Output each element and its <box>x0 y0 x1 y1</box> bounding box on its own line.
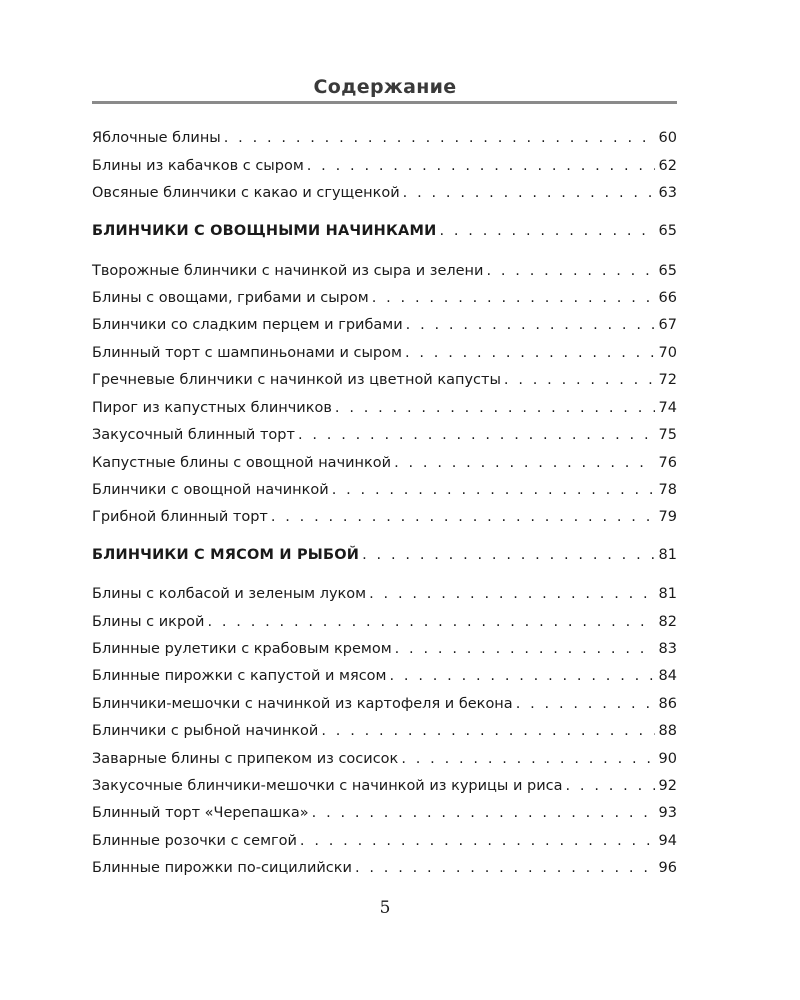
toc-entry-page: 66 <box>658 290 677 306</box>
toc-entry[interactable] <box>92 776 677 796</box>
toc-entry-page: 81 <box>658 547 677 563</box>
toc-entry[interactable] <box>92 370 677 390</box>
dot-leader <box>271 507 655 527</box>
toc-entry-label: Блинчики с рыбной начинкой <box>92 723 319 739</box>
toc-entry-label: Блины из кабачков с сыром <box>92 158 304 174</box>
dot-leader <box>307 156 655 176</box>
toc-entry[interactable] <box>92 694 677 714</box>
toc-entry[interactable] <box>92 507 677 527</box>
toc-entry-page: 72 <box>658 372 677 388</box>
toc-entry[interactable] <box>92 666 677 686</box>
toc-entry-label: Заварные блины с припеком из сосисок <box>92 751 399 767</box>
dot-leader <box>516 694 655 714</box>
toc-entry-page: 76 <box>658 455 677 471</box>
toc-entry-label: Пирог из капустных блинчиков <box>92 400 332 416</box>
toc-entry-label: Блинный торт «Черепашка» <box>92 805 309 821</box>
toc-entry-label: Закусочные блинчики-мешочки с начинкой из курицы и риса <box>92 778 563 794</box>
toc-entry-page: 63 <box>658 185 677 201</box>
toc-entry[interactable] <box>92 261 677 281</box>
dot-leader <box>224 128 655 148</box>
dot-leader <box>406 315 655 335</box>
toc-entry-label: Овсяные блинчики с какао и сгущенкой <box>92 185 400 201</box>
toc-entry[interactable] <box>92 639 677 659</box>
toc-entry-label: Яблочные блины <box>92 130 221 146</box>
toc-entry-label: Блины с икрой <box>92 614 205 630</box>
toc-entry[interactable] <box>92 156 677 176</box>
dot-leader <box>332 480 655 500</box>
toc-entry-page: 81 <box>658 586 677 602</box>
toc-section-label: БЛИНЧИКИ С ОВОЩНЫМИ НАЧИНКАМИ <box>92 223 437 239</box>
toc-entry[interactable] <box>92 721 677 741</box>
toc-entry-label: Творожные блинчики с начинкой из сыра и зелени <box>92 263 484 279</box>
dot-leader <box>403 183 655 203</box>
dot-leader <box>395 639 655 659</box>
toc-entry-page: 94 <box>658 833 677 849</box>
toc-section-heading[interactable] <box>92 545 677 565</box>
toc-entry-page: 60 <box>658 130 677 146</box>
dot-leader <box>394 453 654 473</box>
dot-leader <box>504 370 655 390</box>
toc-entry-page: 86 <box>658 696 677 712</box>
toc-entry-label: Блинчики со сладким перцем и грибами <box>92 317 403 333</box>
dot-leader <box>566 776 655 796</box>
toc-entry-label: Блинный торт с шампиньонами и сыром <box>92 345 402 361</box>
toc-section-heading[interactable] <box>92 221 677 241</box>
dot-leader <box>300 831 655 851</box>
toc-entry-label: Блины с колбасой и зеленым луком <box>92 586 367 602</box>
dot-leader <box>369 584 654 604</box>
toc-entry-page: 96 <box>658 860 677 876</box>
dot-leader <box>372 288 655 308</box>
toc-entry[interactable] <box>92 288 677 308</box>
dot-leader <box>401 749 654 769</box>
toc-entry-page: 82 <box>658 614 677 630</box>
toc-entry[interactable] <box>92 584 677 604</box>
toc-entry-page: 75 <box>658 427 677 443</box>
toc-entry[interactable] <box>92 480 677 500</box>
toc-entry-page: 74 <box>658 400 677 416</box>
toc-entry-label: Грибной блинный торт <box>92 509 268 525</box>
toc-entry[interactable] <box>92 425 677 445</box>
dot-leader <box>321 721 654 741</box>
toc-section-label: БЛИНЧИКИ С МЯСОМ И РЫБОЙ <box>92 547 360 563</box>
toc-entry[interactable] <box>92 749 677 769</box>
toc-entry-label: Гречневые блинчики с начинкой из цветной капусты <box>92 372 501 388</box>
page-number: 5 <box>379 898 391 918</box>
toc-entry[interactable] <box>92 343 677 363</box>
dot-leader <box>298 425 655 445</box>
toc-entry-label: Блины с овощами, грибами и сыром <box>92 290 369 306</box>
toc-entry[interactable] <box>92 453 677 473</box>
toc-entry[interactable] <box>92 803 677 823</box>
toc-entry-label: Блинные рулетики с крабовым кремом <box>92 641 392 657</box>
toc-entry[interactable] <box>92 183 677 203</box>
toc-entry-label: Блинные пирожки с капустой и мясом <box>92 668 387 684</box>
table-of-contents <box>92 0 677 1000</box>
toc-entry[interactable] <box>92 315 677 335</box>
toc-entry-label: Блинчики-мешочки с начинкой из картофеля и бекона <box>92 696 513 712</box>
toc-entry-label: Закусочный блинный торт <box>92 427 295 443</box>
toc-entry[interactable] <box>92 858 677 878</box>
dot-leader <box>207 612 654 632</box>
toc-entry-page: 90 <box>658 751 677 767</box>
dot-leader <box>486 261 654 281</box>
toc-entry-page: 92 <box>658 778 677 794</box>
dot-leader <box>312 803 655 823</box>
dot-leader <box>405 343 655 363</box>
page-title: Содержание <box>313 76 457 98</box>
toc-entry-page: 79 <box>658 509 677 525</box>
toc-entry-label: Блинчики с овощной начинкой <box>92 482 329 498</box>
toc-entry-page: 88 <box>658 723 677 739</box>
toc-entry-page: 83 <box>658 641 677 657</box>
toc-entry-page: 70 <box>658 345 677 361</box>
toc-entry-page: 78 <box>658 482 677 498</box>
toc-entry[interactable] <box>92 398 677 418</box>
toc-entry-page: 93 <box>658 805 677 821</box>
toc-entry-page: 65 <box>658 263 677 279</box>
toc-entry[interactable] <box>92 612 677 632</box>
toc-entry-page: 62 <box>658 158 677 174</box>
dot-leader <box>335 398 655 418</box>
dot-leader <box>390 666 655 686</box>
toc-entry-page: 67 <box>658 317 677 333</box>
dot-leader <box>362 545 654 565</box>
toc-entry[interactable] <box>92 831 677 851</box>
dot-leader <box>355 858 655 878</box>
toc-entry-label: Блинные розочки с семгой <box>92 833 297 849</box>
toc-entry-label: Блинные пирожки по-сицилийски <box>92 860 352 876</box>
toc-entry[interactable] <box>92 128 677 148</box>
dot-leader <box>439 221 654 241</box>
toc-entry-page: 84 <box>658 668 677 684</box>
toc-entry-label: Капустные блины с овощной начинкой <box>92 455 392 471</box>
toc-entry-page: 65 <box>658 223 677 239</box>
